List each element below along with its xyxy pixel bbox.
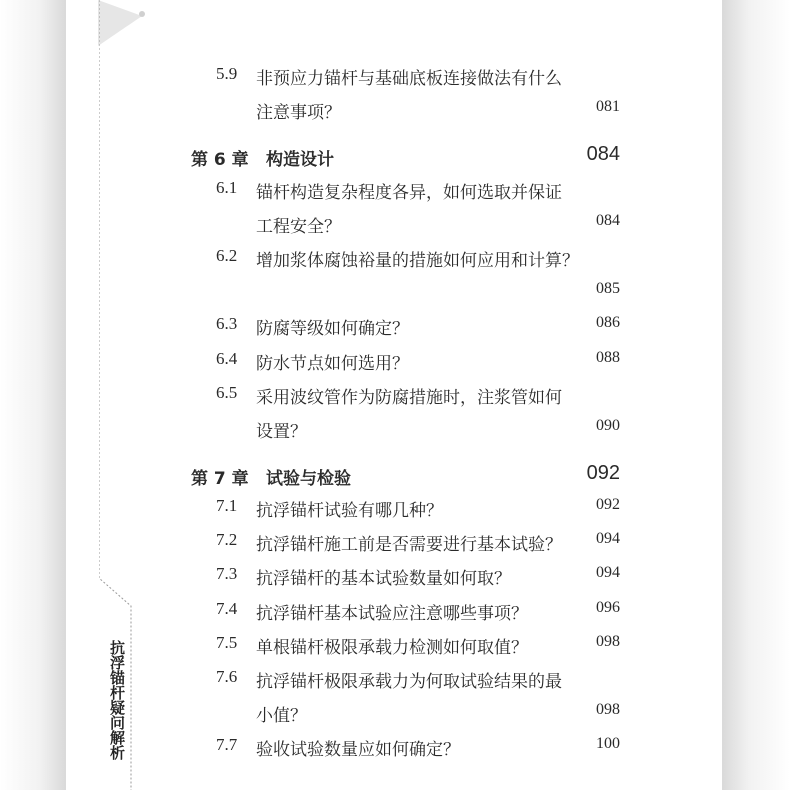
toc-page-number: 086: [596, 314, 620, 331]
toc-entry-row[interactable]: [66, 735, 722, 765]
toc-entry-row[interactable]: [66, 530, 722, 560]
toc-title: 小值？: [256, 706, 307, 726]
toc-title: 注意事项？: [256, 103, 341, 123]
toc-page-number: 098: [596, 701, 620, 718]
toc-entry-row[interactable]: [66, 701, 722, 731]
toc-title: 单根锚杆极限承载力检测如何取值？: [256, 638, 528, 658]
toc-entry-row[interactable]: [66, 599, 722, 629]
toc-title: 锚杆构造复杂程度各异，如何选取并保证: [256, 183, 562, 203]
toc-title: 防腐等级如何确定？: [256, 319, 409, 339]
toc-number: 7.5: [216, 633, 238, 652]
toc-entry-row[interactable]: [66, 417, 722, 447]
spine-book-title: 抗浮锚杆疑问解析: [108, 640, 126, 760]
toc-title: 抗浮锚杆的基本试验数量如何取？: [256, 569, 511, 589]
book-page: [66, 0, 722, 790]
toc-title: 验收试验数量应如何确定？: [256, 740, 460, 760]
toc-page-number: 092: [596, 496, 620, 513]
toc-number: 7.2: [216, 530, 238, 549]
toc-title: 防水节点如何选用？: [256, 354, 409, 374]
toc-number: 7.4: [216, 599, 238, 618]
toc-entry-row[interactable]: [66, 246, 722, 276]
toc-chapter-row[interactable]: [66, 145, 722, 175]
toc-number: 7.6: [216, 667, 238, 686]
toc-title: 抗浮锚杆施工前是否需要进行基本试验？: [256, 535, 562, 555]
toc-title: 非预应力锚杆与基础底板连接做法有什么: [256, 69, 562, 89]
toc-number: 6.3: [216, 314, 238, 333]
toc-entry-row[interactable]: [66, 667, 722, 697]
toc-page-number: 098: [596, 633, 620, 650]
toc-entry-row[interactable]: [66, 633, 722, 663]
toc-title: 采用波纹管作为防腐措施时，注浆管如何: [256, 388, 562, 408]
toc-number: 7.3: [216, 564, 238, 583]
toc-number: 7.7: [216, 735, 238, 754]
toc-page-number: 088: [596, 349, 620, 366]
toc-number: 第 6 章: [191, 150, 249, 170]
toc-page-number: 100: [596, 735, 620, 752]
toc-title: 设置？: [256, 422, 307, 442]
toc-entry-row[interactable]: [66, 349, 722, 379]
toc-page-number: 084: [596, 212, 620, 229]
toc-entry-row[interactable]: [66, 383, 722, 413]
toc-page-number: 090: [596, 417, 620, 434]
toc-page-number: 081: [596, 98, 620, 115]
toc-title: 构造设计: [266, 150, 334, 170]
toc-number: 6.4: [216, 349, 238, 368]
toc-page-number: 096: [596, 599, 620, 616]
toc-title: 工程安全？: [256, 217, 341, 237]
toc-page-number: 084: [586, 143, 620, 165]
toc-entry-row[interactable]: [66, 98, 722, 128]
toc-entry-row[interactable]: [66, 314, 722, 344]
toc-title: 试验与检验: [266, 469, 351, 489]
toc-page-number: 092: [586, 462, 620, 484]
toc-title: 增加浆体腐蚀裕量的措施如何应用和计算？: [256, 251, 579, 271]
toc-page-number: 094: [596, 564, 620, 581]
toc-number: 6.5: [216, 383, 238, 402]
toc-entry-row[interactable]: [66, 564, 722, 594]
toc-entry-row[interactable]: [66, 496, 722, 526]
toc-entry-row[interactable]: [66, 280, 722, 310]
toc-number: 6.1: [216, 178, 238, 197]
toc-title: 抗浮锚杆试验有哪几种？: [256, 501, 443, 521]
right-page-edge: [722, 0, 790, 790]
toc-page-number: 085: [596, 280, 620, 297]
toc-number: 第 7 章: [191, 469, 249, 489]
toc-entry-row[interactable]: [66, 178, 722, 208]
toc-number: 5.9: [216, 64, 238, 83]
toc-title: 抗浮锚杆基本试验应注意哪些事项？: [256, 604, 528, 624]
toc-title: 抗浮锚杆极限承载力为何取试验结果的最: [256, 672, 562, 692]
toc-page-number: 094: [596, 530, 620, 547]
toc-number: 6.2: [216, 246, 238, 265]
left-page-edge: [0, 0, 66, 790]
toc-number: 7.1: [216, 496, 238, 515]
toc-entry-row[interactable]: [66, 212, 722, 242]
toc-chapter-row[interactable]: [66, 464, 722, 494]
toc-entry-row[interactable]: [66, 64, 722, 94]
